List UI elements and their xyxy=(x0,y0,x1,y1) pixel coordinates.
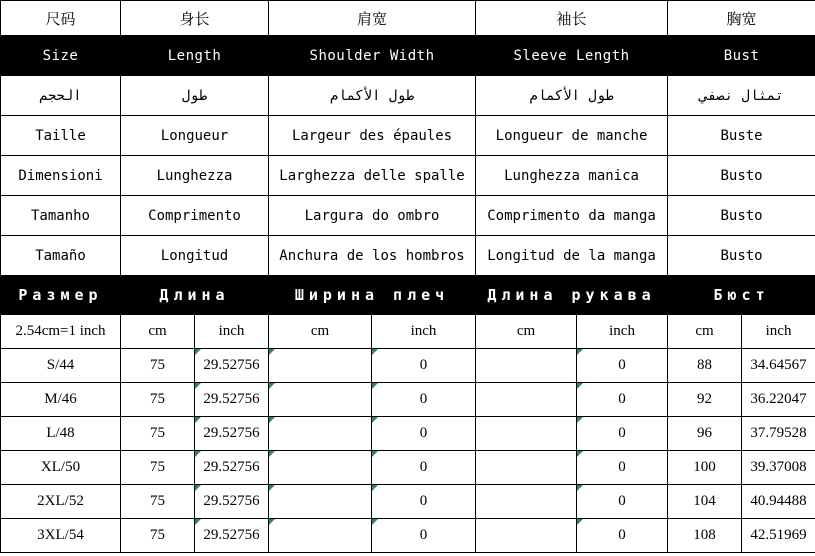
cell-sleeve-inch: 0 xyxy=(577,417,668,451)
cell-sleeve-inch: 0 xyxy=(577,485,668,519)
cell-size: 3XL/54 xyxy=(1,519,121,553)
cell-size: M/46 xyxy=(1,383,121,417)
table-row xyxy=(1,349,815,383)
header-russian-shoulder-width: Ширина плеч xyxy=(269,276,476,315)
cell-length-inch: 29.52756 xyxy=(195,417,269,451)
cell-length-cm: 75 xyxy=(121,383,195,417)
header-russian-size: Размер xyxy=(1,276,121,315)
cell-shoulder-cm xyxy=(269,485,372,519)
header-arabic-size: الحجم xyxy=(1,76,121,116)
cell-shoulder-cm xyxy=(269,451,372,485)
header-row-portuguese xyxy=(1,196,815,236)
cell-sleeve-cm xyxy=(476,349,577,383)
header-spanish-sleeve-length: Longitud de la manga xyxy=(476,236,668,276)
header-russian-bust: Бюст xyxy=(668,276,815,315)
header-french-length: Longueur xyxy=(121,116,269,156)
header-spanish-length: Longitud xyxy=(121,236,269,276)
cell-sleeve-inch: 0 xyxy=(577,349,668,383)
table-row xyxy=(1,383,815,417)
header-portuguese-bust: Busto xyxy=(668,196,815,236)
cell-length-inch: 29.52756 xyxy=(195,383,269,417)
header-italian-shoulder-width: Larghezza delle spalle xyxy=(269,156,476,196)
cell-shoulder-inch: 0 xyxy=(372,383,476,417)
units-row xyxy=(1,315,815,349)
table-row xyxy=(1,451,815,485)
cell-bust-inch: 36.22047 xyxy=(742,383,815,417)
header-arabic-shoulder-width: طول الأكمام xyxy=(269,76,476,116)
header-spanish-shoulder-width: Anchura de los hombros xyxy=(269,236,476,276)
header-chinese-bust: 胸宽 xyxy=(668,1,815,36)
cell-bust-cm: 92 xyxy=(668,383,742,417)
header-italian-bust: Busto xyxy=(668,156,815,196)
header-english-bust: Bust xyxy=(668,36,815,76)
header-french-sleeve-length: Longueur de manche xyxy=(476,116,668,156)
cell-bust-cm: 96 xyxy=(668,417,742,451)
unit-shoulder-inch: inch xyxy=(372,315,476,349)
cell-shoulder-inch: 0 xyxy=(372,519,476,553)
cell-bust-inch: 37.79528 xyxy=(742,417,815,451)
cell-sleeve-inch: 0 xyxy=(577,383,668,417)
header-spanish-size: Tamaño xyxy=(1,236,121,276)
header-row-english xyxy=(1,36,815,76)
cell-bust-inch: 39.37008 xyxy=(742,451,815,485)
header-portuguese-sleeve-length: Comprimento da manga xyxy=(476,196,668,236)
cell-shoulder-cm xyxy=(269,383,372,417)
cell-shoulder-inch: 0 xyxy=(372,485,476,519)
header-row-arabic xyxy=(1,76,815,116)
cell-bust-cm: 108 xyxy=(668,519,742,553)
cell-shoulder-cm xyxy=(269,349,372,383)
table-row xyxy=(1,417,815,451)
cell-size: L/48 xyxy=(1,417,121,451)
header-portuguese-shoulder-width: Largura do ombro xyxy=(269,196,476,236)
unit-length-inch: inch xyxy=(195,315,269,349)
cell-shoulder-cm xyxy=(269,417,372,451)
cell-sleeve-cm xyxy=(476,383,577,417)
header-arabic-sleeve-length: طول الأكمام xyxy=(476,76,668,116)
header-chinese-shoulder-width: 肩宽 xyxy=(269,1,476,36)
header-row-french xyxy=(1,116,815,156)
unit-shoulder-cm: cm xyxy=(269,315,372,349)
cell-shoulder-inch: 0 xyxy=(372,349,476,383)
header-italian-size: Dimensioni xyxy=(1,156,121,196)
header-french-shoulder-width: Largeur des épaules xyxy=(269,116,476,156)
unit-sleeve-cm: cm xyxy=(476,315,577,349)
header-arabic-bust: تمثال نصفي xyxy=(668,76,815,116)
cell-shoulder-inch: 0 xyxy=(372,451,476,485)
unit-bust-cm: cm xyxy=(668,315,742,349)
header-russian-sleeve-length: Длина рукава xyxy=(476,276,668,315)
cell-size: S/44 xyxy=(1,349,121,383)
cell-sleeve-inch: 0 xyxy=(577,451,668,485)
unit-length-cm: cm xyxy=(121,315,195,349)
header-spanish-bust: Busto xyxy=(668,236,815,276)
header-english-shoulder-width: Shoulder Width xyxy=(269,36,476,76)
cell-length-cm: 75 xyxy=(121,519,195,553)
cell-sleeve-cm xyxy=(476,485,577,519)
cell-shoulder-cm xyxy=(269,519,372,553)
header-chinese-sleeve-length: 袖长 xyxy=(476,1,668,36)
header-italian-length: Lunghezza xyxy=(121,156,269,196)
header-french-bust: Buste xyxy=(668,116,815,156)
cell-size: XL/50 xyxy=(1,451,121,485)
header-english-sleeve-length: Sleeve Length xyxy=(476,36,668,76)
cell-size: 2XL/52 xyxy=(1,485,121,519)
cell-bust-cm: 104 xyxy=(668,485,742,519)
header-chinese-length: 身长 xyxy=(121,1,269,36)
cell-length-cm: 75 xyxy=(121,417,195,451)
cell-bust-cm: 100 xyxy=(668,451,742,485)
header-english-length: Length xyxy=(121,36,269,76)
header-italian-sleeve-length: Lunghezza manica xyxy=(476,156,668,196)
header-row-russian xyxy=(1,276,815,315)
header-portuguese-size: Tamanho xyxy=(1,196,121,236)
cell-length-cm: 75 xyxy=(121,451,195,485)
cell-length-inch: 29.52756 xyxy=(195,519,269,553)
cell-bust-inch: 40.94488 xyxy=(742,485,815,519)
header-row-spanish xyxy=(1,236,815,276)
header-english-size: Size xyxy=(1,36,121,76)
cell-sleeve-cm xyxy=(476,451,577,485)
unit-bust-inch: inch xyxy=(742,315,815,349)
cell-shoulder-inch: 0 xyxy=(372,417,476,451)
header-row-italian xyxy=(1,156,815,196)
header-russian-length: Длина xyxy=(121,276,269,315)
header-row-chinese xyxy=(1,1,815,36)
cell-length-cm: 75 xyxy=(121,349,195,383)
unit-sleeve-inch: inch xyxy=(577,315,668,349)
table-row xyxy=(1,519,815,553)
header-portuguese-length: Comprimento xyxy=(121,196,269,236)
unit-conversion: 2.54cm=1 inch xyxy=(1,315,121,349)
cell-length-inch: 29.52756 xyxy=(195,451,269,485)
cell-sleeve-cm xyxy=(476,417,577,451)
header-chinese-size: 尺码 xyxy=(1,1,121,36)
cell-sleeve-inch: 0 xyxy=(577,519,668,553)
cell-length-inch: 29.52756 xyxy=(195,349,269,383)
cell-length-cm: 75 xyxy=(121,485,195,519)
cell-bust-cm: 88 xyxy=(668,349,742,383)
cell-bust-inch: 34.64567 xyxy=(742,349,815,383)
cell-sleeve-cm xyxy=(476,519,577,553)
header-arabic-length: طول xyxy=(121,76,269,116)
header-french-size: Taille xyxy=(1,116,121,156)
cell-bust-inch: 42.51969 xyxy=(742,519,815,553)
table-row xyxy=(1,485,815,519)
cell-length-inch: 29.52756 xyxy=(195,485,269,519)
